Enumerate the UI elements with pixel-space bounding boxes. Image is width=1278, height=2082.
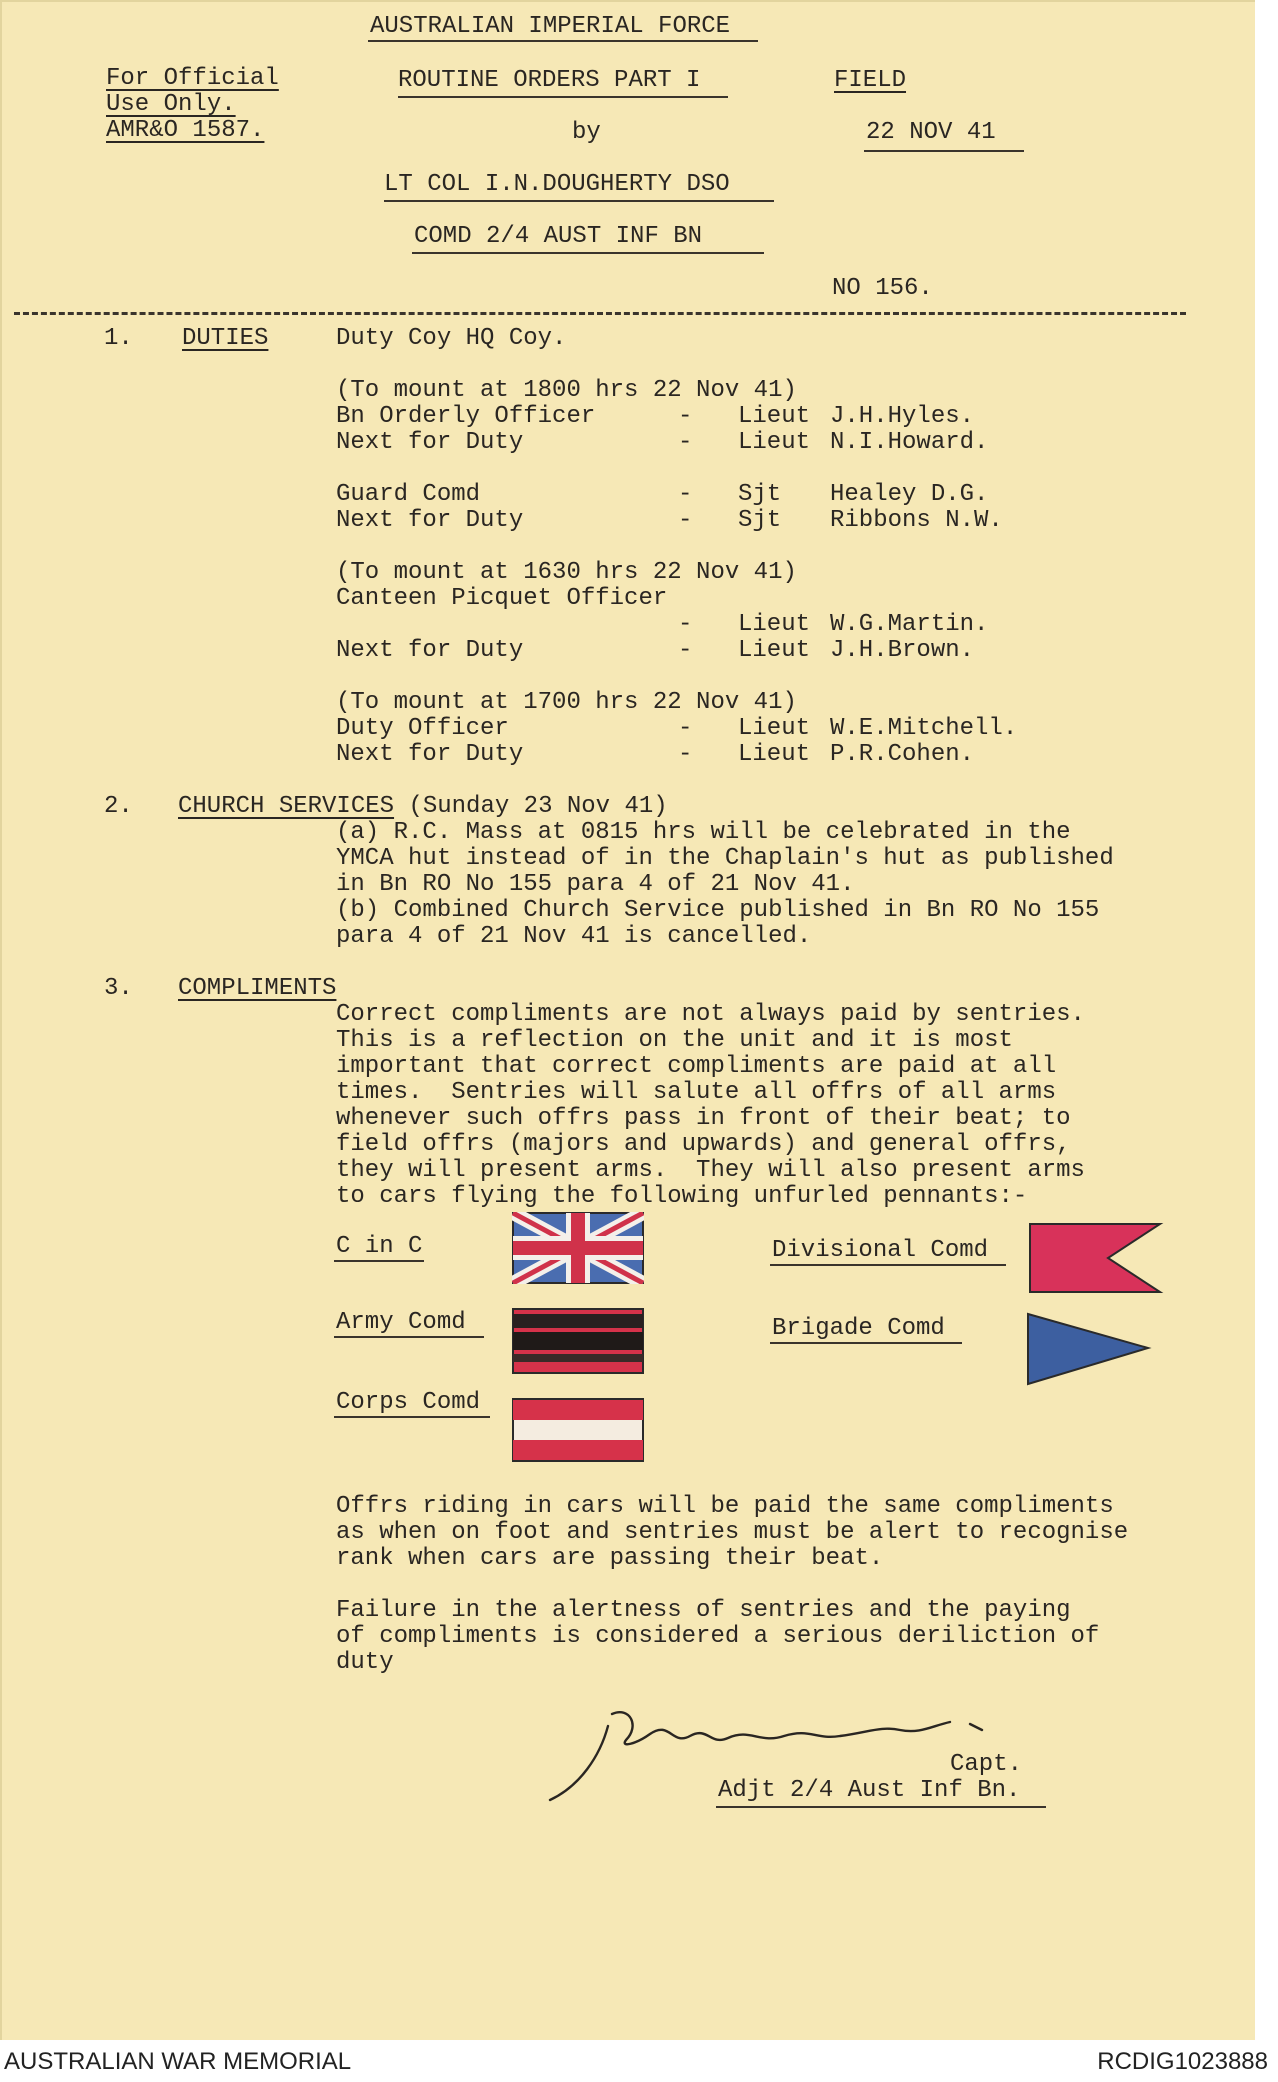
signature-underline — [716, 1806, 1046, 1808]
duty-role: Guard Comd — [336, 481, 481, 508]
order-date: 22 NOV 41 — [866, 119, 996, 146]
compliments-para2-line: Offrs riding in cars will be paid the same compliments — [336, 1493, 1114, 1520]
church-line: (b) Combined Church Service published in Bn RO No 155 — [336, 897, 1100, 924]
duty-role: Next for Duty — [336, 507, 524, 534]
orders-title-underline — [398, 96, 728, 98]
compliments-line: they will present arms. They will also present arms — [336, 1157, 1085, 1184]
duty-role: Canteen Picquet Officer — [336, 585, 668, 612]
compliments-para2-line: as when on foot and sentries must be alert to recognise — [336, 1519, 1129, 1546]
army-pennant-icon — [512, 1308, 644, 1374]
pennant-label-underline — [334, 1416, 490, 1418]
duty-coy: Duty Coy HQ Coy. — [336, 325, 567, 352]
duty-rank: Lieut — [738, 403, 811, 430]
duty-person: Ribbons N.W. — [830, 507, 1003, 534]
signature-title: Adjt 2/4 Aust Inf Bn. — [718, 1777, 1021, 1804]
church-line: YMCA hut instead of in the Chaplain's hut as published — [336, 845, 1114, 872]
brigade-pennant-icon — [1024, 1310, 1154, 1388]
pennant-label-corps: Corps Comd — [336, 1389, 481, 1416]
duty-person: W.G.Martin. — [830, 611, 989, 638]
compliments-line: whenever such offrs pass in front of their beat; to — [336, 1105, 1071, 1132]
duty-rank: Sjt — [738, 507, 782, 534]
duty-dash: - — [678, 637, 693, 664]
compliments-para2-line: rank when cars are passing their beat. — [336, 1545, 884, 1572]
duty-dash: - — [678, 611, 693, 638]
pennant-label-underline — [770, 1342, 962, 1344]
duty-rank: Lieut — [738, 715, 811, 742]
mount-time-3: (To mount at 1700 hrs 22 Nov 41) — [336, 689, 797, 716]
signature-rank: Capt. — [950, 1751, 1023, 1778]
compliments-line: Correct compliments are not always paid by sentries. — [336, 1001, 1085, 1028]
compliments-para3-line: duty — [336, 1649, 394, 1676]
church-heading: CHURCH SERVICES — [178, 793, 395, 820]
duties-number: 1. — [104, 325, 133, 352]
field-label: FIELD — [834, 67, 907, 94]
corps-pennant-icon — [512, 1398, 644, 1462]
commander-underline — [384, 200, 774, 202]
duty-dash: - — [678, 481, 693, 508]
mount-time-2: (To mount at 1630 hrs 22 Nov 41) — [336, 559, 797, 586]
duty-dash: - — [678, 741, 693, 768]
church-line: in Bn RO No 155 para 4 of 21 Nov 41. — [336, 871, 855, 898]
duty-role: Bn Orderly Officer — [336, 403, 596, 430]
church-date: (Sunday 23 Nov 41) — [394, 793, 668, 820]
duty-rank: Lieut — [738, 741, 811, 768]
duty-dash: - — [678, 715, 693, 742]
duty-person: P.R.Cohen. — [830, 741, 975, 768]
compliments-line: This is a reflection on the unit and it is most — [336, 1027, 1013, 1054]
divisional-pennant-icon — [1028, 1220, 1164, 1296]
church-line: (a) R.C. Mass at 0815 hrs will be celebrated in the — [336, 819, 1071, 846]
footer-record-id: RCDIG1023888 — [1097, 2048, 1268, 2075]
by-text: by — [572, 119, 601, 146]
footer-archive-name: AUSTRALIAN WAR MEMORIAL — [4, 2048, 352, 2075]
duty-role: Duty Officer — [336, 715, 509, 742]
duty-role: Next for Duty — [336, 741, 524, 768]
duties-heading: DUTIES — [182, 325, 269, 352]
date-underline — [864, 150, 1024, 152]
compliments-line: important that correct compliments are paid at all — [336, 1053, 1057, 1080]
church-line: para 4 of 21 Nov 41 is cancelled. — [336, 923, 812, 950]
pennant-label-underline — [770, 1264, 1006, 1266]
duty-dash: - — [678, 429, 693, 456]
pennant-label-brigade: Brigade Comd — [772, 1315, 945, 1342]
duty-person: N.I.Howard. — [830, 429, 989, 456]
official-line-1: For Official — [106, 65, 279, 92]
pennant-label-army: Army Comd — [336, 1309, 466, 1336]
header-rule — [14, 312, 1186, 315]
duty-person: J.H.Brown. — [830, 637, 975, 664]
church-heading-line — [178, 794, 668, 820]
official-line-3: AMR&O 1587. — [106, 117, 265, 144]
unit-name: COMD 2/4 AUST INF BN — [414, 223, 703, 250]
pennant-label-divisional: Divisional Comd — [772, 1237, 989, 1264]
official-line-2: Use Only. — [106, 91, 236, 118]
duty-person: Healey D.G. — [830, 481, 989, 508]
duty-role: Next for Duty — [336, 637, 524, 664]
duty-rank: Lieut — [738, 611, 811, 638]
unit-underline — [412, 252, 764, 254]
compliments-number: 3. — [104, 975, 133, 1002]
orders-title: ROUTINE ORDERS PART I — [398, 67, 701, 94]
top-title-underline — [368, 40, 758, 42]
union-jack-pennant-icon — [512, 1212, 644, 1284]
order-number: NO 156. — [832, 275, 933, 302]
pennant-label-c-in-c: C in C — [336, 1233, 423, 1260]
duty-person: W.E.Mitchell. — [830, 715, 1018, 742]
duty-person: J.H.Hyles. — [830, 403, 975, 430]
top-title: AUSTRALIAN IMPERIAL FORCE — [370, 13, 731, 40]
duty-dash: - — [678, 403, 693, 430]
commander-name: LT COL I.N.DOUGHERTY DSO — [384, 171, 730, 198]
duty-rank: Lieut — [738, 429, 811, 456]
compliments-line: times. Sentries will salute all offrs of all arms — [336, 1079, 1057, 1106]
mount-time-1: (To mount at 1800 hrs 22 Nov 41) — [336, 377, 797, 404]
pennant-label-underline — [334, 1260, 424, 1262]
duty-dash: - — [678, 507, 693, 534]
compliments-line: to cars flying the following unfurled pennants:- — [336, 1183, 1028, 1210]
compliments-para3-line: of compliments is considered a serious deriliction of — [336, 1623, 1100, 1650]
church-number: 2. — [104, 793, 133, 820]
duty-role: Next for Duty — [336, 429, 524, 456]
duty-rank: Sjt — [738, 481, 782, 508]
compliments-para3-line: Failure in the alertness of sentries and the paying — [336, 1597, 1071, 1624]
compliments-line: field offrs (majors and upwards) and general offrs, — [336, 1131, 1071, 1158]
duty-rank: Lieut — [738, 637, 811, 664]
pennant-label-underline — [334, 1336, 484, 1338]
compliments-heading: COMPLIMENTS — [178, 975, 337, 1002]
